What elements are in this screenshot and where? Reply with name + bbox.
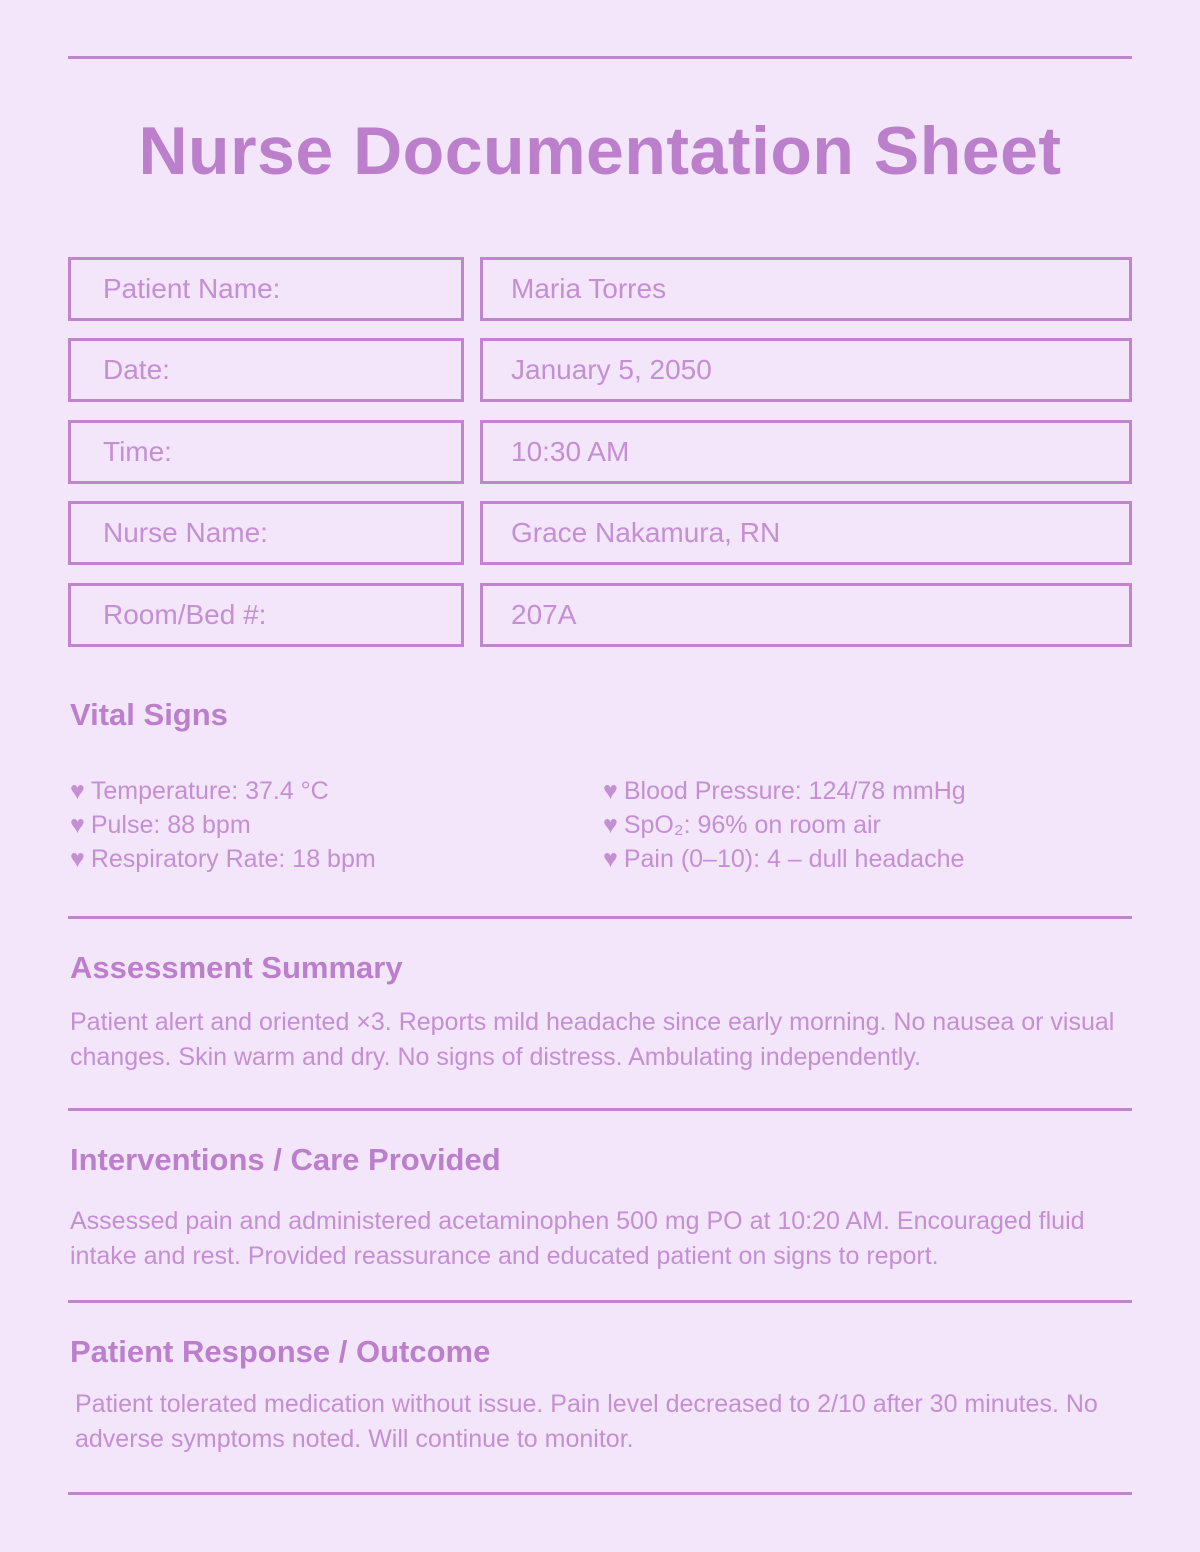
date-value[interactable]: January 5, 2050 [480,338,1132,402]
section-divider [68,1108,1132,1111]
vital-signs-right-list [603,774,966,876]
vital-item: ♥ Pulse: 88 bpm [70,811,251,839]
date-label: Date: [68,338,464,402]
vital-item: ♥ Respiratory Rate: 18 bpm [70,845,376,873]
vital-item: ♥ Blood Pressure: 124/78 mmHg [603,777,966,805]
room-bed-value[interactable]: 207A [480,583,1132,647]
vital-item: ♥ SpO₂: 96% on room air [603,811,881,839]
time-label: Time: [68,420,464,484]
assessment-text: Patient alert and oriented ×3. Reports mild headache since early morning. No nausea or visual changes. Skin warm and dry. No signs of distress. Ambulating independently. [70,1008,1115,1071]
heart-icon: ♥ [603,811,618,839]
heart-icon: ♥ [70,811,85,839]
heart-icon: ♥ [603,845,618,873]
response-heading: Patient Response / Outcome [70,1334,491,1369]
patient-name-label: Patient Name: [68,257,464,321]
vital-item: ♥ Temperature: 37.4 °C [70,777,329,805]
page-title: Nurse Documentation Sheet [138,113,1062,189]
room-bed-label: Room/Bed #: [68,583,464,647]
interventions-text: Assessed pain and administered acetaminophen 500 mg PO at 10:20 AM. Encouraged fluid intake and rest. Provided reassurance and educated patient on signs to report. [70,1207,1085,1270]
interventions-heading: Interventions / Care Provided [70,1142,501,1177]
time-value[interactable]: 10:30 AM [480,420,1132,484]
heart-icon: ♥ [70,777,85,805]
bottom-divider [68,1492,1132,1495]
response-text: Patient tolerated medication without issue. Pain level decreased to 2/10 after 30 minutes. No adverse symptoms noted. Will continue to monitor. [75,1390,1098,1453]
nurse-name-value[interactable]: Grace Nakamura, RN [480,501,1132,565]
assessment-heading: Assessment Summary [70,950,403,985]
vital-item: ♥ Pain (0–10): 4 – dull headache [603,845,965,873]
section-divider [68,1300,1132,1303]
heart-icon: ♥ [603,777,618,805]
vital-signs-heading: Vital Signs [70,697,228,732]
vital-signs-left-list [70,774,376,876]
top-divider [68,56,1132,59]
nurse-name-label: Nurse Name: [68,501,464,565]
section-divider [68,916,1132,919]
heart-icon: ♥ [70,845,85,873]
patient-name-value[interactable]: Maria Torres [480,257,1132,321]
